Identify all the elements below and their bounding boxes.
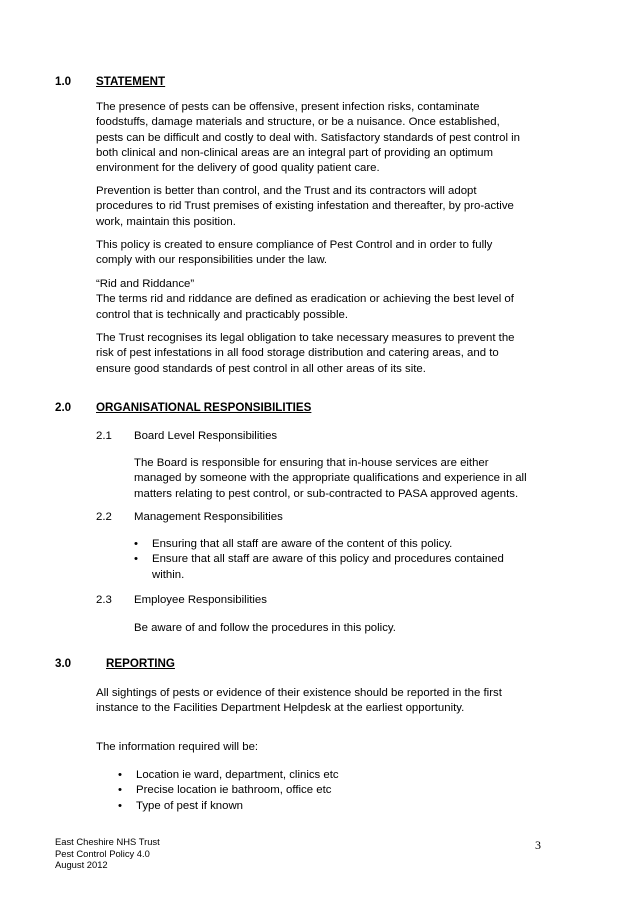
- bullet-icon: •: [134, 553, 138, 566]
- section-3-paragraph-2: The information required will be:: [96, 741, 259, 753]
- list-item: • Ensure that all staff are aware of this policy and procedures contained: [134, 552, 504, 567]
- subsection-2-2-title: Management Responsibilities: [134, 511, 283, 523]
- subsection-2-3-number: 2.3: [96, 594, 112, 606]
- subsection-2-3-text: Be aware of and follow the procedures in this policy.: [134, 622, 396, 634]
- section-3-heading: REPORTING: [106, 657, 175, 670]
- list-item: • Location ie ward, department, clinics etc: [118, 768, 339, 783]
- section-3-paragraph-1: All sightings of pests or evidence of their existence should be reported in the first instance to the Facilities Department Helpdesk at the earliest opportunity.: [96, 687, 502, 715]
- section-1-paragraph-2: Prevention is better than control, and the Trust and its contractors will adopt procedures to rid Trust premises of existing infestation and thereafter, by pro-active work, maintain this position.: [96, 185, 514, 228]
- subsection-2-2-number: 2.2: [96, 511, 112, 523]
- bullet-icon: •: [118, 769, 122, 781]
- list-item: • Precise location ie bathroom, office etc: [118, 783, 339, 798]
- footer-info: East Cheshire NHS Trust Pest Control Policy 4.0 August 2012: [55, 836, 160, 870]
- section-2-heading: ORGANISATIONAL RESPONSIBILITIES: [96, 401, 312, 414]
- subsection-2-1-text: The Board is responsible for ensuring that in-house services are either managed by someone with the appropriate qualifications and experience in all matters relating to pest control, or sub-contracted to PASA approved agents.: [134, 457, 527, 500]
- section-1-number: 1.0: [55, 75, 72, 88]
- bullet-icon: •: [134, 538, 138, 550]
- section-1-paragraph-5: The Trust recognises its legal obligation to take necessary measures to prevent the risk of pest infestations in all food storage distribution and catering areas, and to ensure good standards of pest control in all other areas of its site.: [96, 332, 515, 375]
- section-1-heading: STATEMENT: [96, 75, 166, 88]
- list-item-continuation: within.: [152, 568, 185, 581]
- section-1-paragraph-3: This policy is created to ensure compliance of Pest Control and in order to fully comply with our responsibilities under the law.: [96, 239, 493, 267]
- list-item: • Type of pest if known: [118, 799, 339, 814]
- bullet-icon: •: [118, 784, 122, 797]
- bullet-icon: •: [118, 799, 122, 812]
- list-item: • Ensuring that all staff are aware of the content of this policy.: [134, 537, 504, 552]
- reporting-bullet-list: [118, 768, 339, 814]
- section-1-paragraph-1: The presence of pests can be offensive, present infection risks, contaminate foodstuffs, damage materials and structure, or be a nuisance. Once established, pests can be difficult and costly to deal with. Satisfactory standards of pest control in both clinical and non-clinical areas are an integral part of providing an optimum environment for the delivery of good quality patient care.: [96, 101, 521, 175]
- section-3-number: 3.0: [55, 657, 72, 670]
- management-bullet-list: [134, 537, 504, 583]
- subsection-2-3-title: Employee Responsibilities: [134, 594, 267, 606]
- subsection-2-1-number: 2.1: [96, 430, 112, 442]
- section-1-paragraph-4: “Rid and Riddance” The terms rid and riddance are defined as eradication or achieving the best level of control that is technically and practicably possible.: [96, 278, 514, 321]
- section-2-number: 2.0: [55, 401, 72, 414]
- page-number: 3: [535, 838, 541, 852]
- subsection-2-1-title: Board Level Responsibilities: [134, 430, 278, 442]
